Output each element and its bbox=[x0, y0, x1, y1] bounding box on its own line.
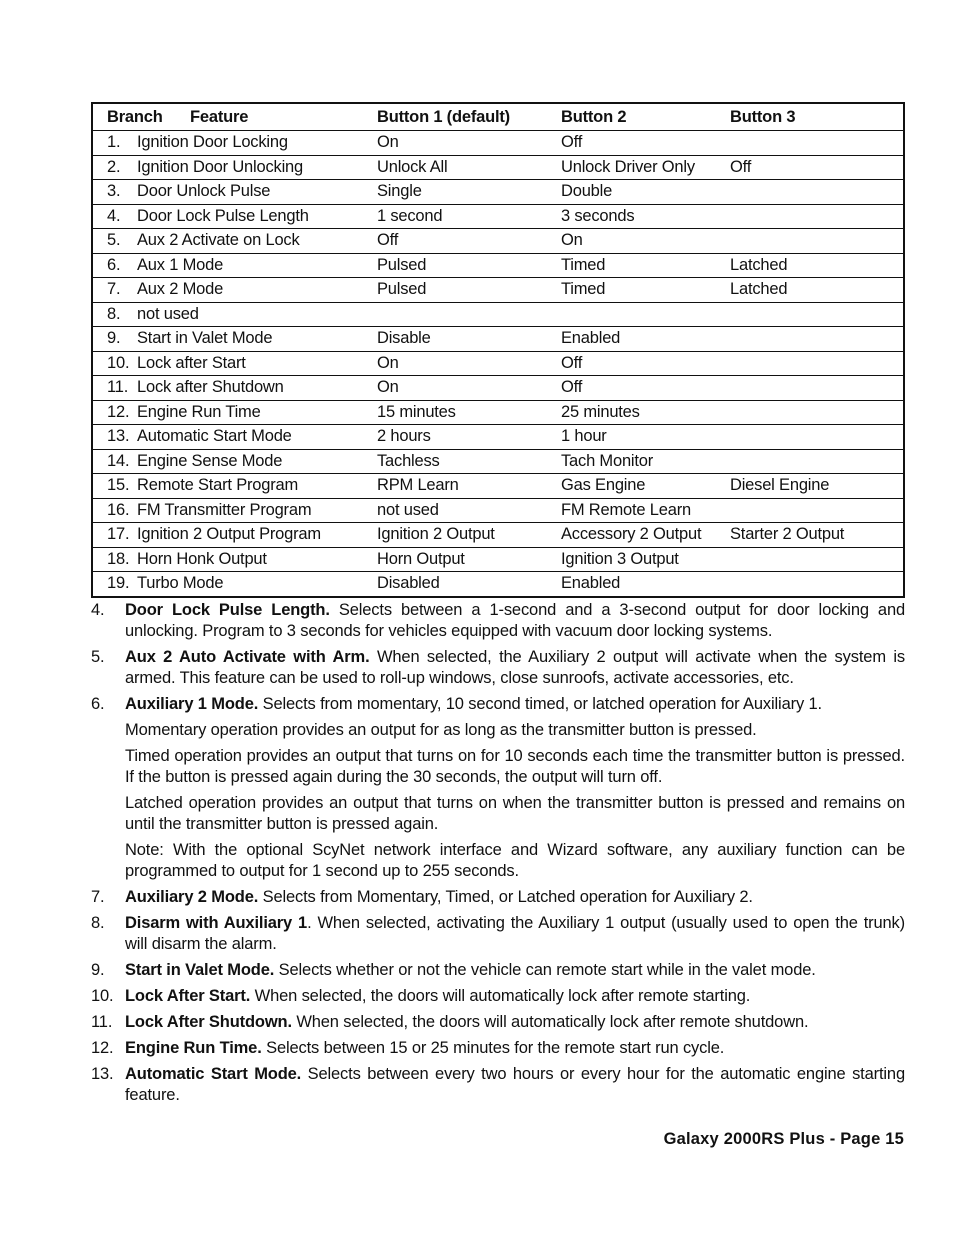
list-item bbox=[91, 647, 905, 689]
row-button-3: Diesel Engine bbox=[730, 476, 830, 494]
item-paragraph bbox=[125, 960, 905, 981]
table-row bbox=[93, 351, 903, 376]
table-row bbox=[93, 277, 903, 302]
row-button-1: Tachless bbox=[377, 451, 440, 470]
item-number: 10. bbox=[91, 987, 114, 1005]
row-button-3: Off bbox=[730, 157, 752, 176]
row-number: 10. bbox=[107, 353, 130, 372]
table-body bbox=[93, 130, 903, 596]
item-title: Start in Valet Mode. bbox=[125, 961, 275, 979]
row-button-3 bbox=[730, 229, 900, 253]
table-row bbox=[93, 253, 903, 278]
item-number: 5. bbox=[91, 648, 105, 666]
row-feature: Aux 2 Mode bbox=[137, 280, 224, 298]
row-feature: Lock after Start bbox=[137, 353, 246, 372]
list-item bbox=[91, 986, 905, 1007]
row-feature: Aux 1 Mode bbox=[137, 255, 224, 274]
item-text: Timed operation provides an output that turns on for 10 seconds each time the transmitter button is pressed. If the button is pressed again during the 30 seconds, the output will turn off. bbox=[125, 747, 905, 786]
row-number: 4. bbox=[107, 206, 121, 225]
table-row bbox=[93, 375, 903, 400]
row-button-3 bbox=[730, 548, 900, 572]
item-text: Latched operation provides an output that turns on when the transmitter button is pressed and remains on until the transmitter button is pressed again. bbox=[125, 794, 905, 833]
row-button-1 bbox=[377, 303, 561, 327]
item-text: Selects between 15 or 25 minutes for the remote start run cycle. bbox=[266, 1039, 725, 1057]
row-feature: Engine Run Time bbox=[137, 402, 261, 421]
feature-descriptions bbox=[91, 600, 905, 1111]
item-title: Auxiliary 1 Mode. bbox=[125, 695, 259, 713]
table-row bbox=[93, 204, 903, 229]
row-feature: Horn Honk Output bbox=[137, 549, 267, 568]
item-paragraph bbox=[125, 746, 905, 788]
table-row bbox=[93, 326, 903, 351]
item-body bbox=[125, 694, 905, 882]
item-text: Selects between a 1-second and a 3-second output for door locking and unlocking. Program to 3 seconds for vehicles equipped with vacuum door locking systems. bbox=[125, 601, 906, 640]
row-button-1: Unlock All bbox=[377, 157, 448, 176]
table-row bbox=[93, 571, 903, 596]
table-row bbox=[93, 155, 903, 180]
table-row bbox=[93, 473, 903, 498]
row-button-3 bbox=[730, 327, 900, 351]
item-body bbox=[125, 1064, 905, 1106]
item-body bbox=[125, 1012, 905, 1033]
row-button-1: 1 second bbox=[377, 206, 443, 225]
item-text: When selected, the doors will automatically lock after remote starting. bbox=[254, 987, 751, 1005]
item-number: 4. bbox=[91, 601, 105, 619]
list-item bbox=[91, 1038, 905, 1059]
item-paragraph bbox=[125, 913, 905, 955]
table-header-row bbox=[93, 104, 903, 130]
item-paragraph bbox=[125, 694, 905, 715]
item-paragraph bbox=[125, 1012, 905, 1033]
row-button-1: Off bbox=[377, 231, 399, 249]
header-button-1: Button 1 (default) bbox=[377, 108, 510, 126]
row-button-2: Unlock Driver Only bbox=[561, 157, 695, 176]
row-button-1: not used bbox=[377, 500, 439, 519]
table-row bbox=[93, 424, 903, 449]
row-button-3 bbox=[730, 401, 900, 425]
row-button-3 bbox=[730, 572, 900, 596]
item-paragraph bbox=[125, 1038, 905, 1059]
table-row bbox=[93, 449, 903, 474]
item-title: Aux 2 Auto Activate with Arm. bbox=[125, 648, 370, 666]
table-row bbox=[93, 130, 903, 155]
row-feature: Lock after Shutdown bbox=[137, 378, 284, 396]
table-row bbox=[93, 522, 903, 547]
table-row bbox=[93, 498, 903, 523]
item-title: Automatic Start Mode. bbox=[125, 1065, 302, 1083]
row-button-1: 2 hours bbox=[377, 427, 431, 445]
row-button-1: Disabled bbox=[377, 574, 440, 592]
item-text: When selected, the Auxiliary 2 output will activate when the system is armed. This feature can be used to roll-up windows, close sunroofs, activate accessories, etc. bbox=[125, 648, 905, 687]
row-button-1: Horn Output bbox=[377, 549, 465, 568]
item-body bbox=[125, 887, 905, 908]
item-number: 7. bbox=[91, 888, 105, 906]
row-button-3: Starter 2 Output bbox=[730, 525, 845, 543]
item-paragraph bbox=[125, 720, 905, 741]
row-number: 6. bbox=[107, 255, 121, 274]
row-button-3 bbox=[730, 499, 900, 523]
feature-table bbox=[91, 102, 905, 598]
row-button-3: Latched bbox=[730, 255, 788, 274]
row-feature: Door Unlock Pulse bbox=[137, 182, 271, 200]
row-button-2: 25 minutes bbox=[561, 402, 640, 421]
row-button-2: Off bbox=[561, 378, 583, 396]
row-number: 16. bbox=[107, 500, 130, 519]
item-number: 11. bbox=[91, 1013, 113, 1031]
item-number: 6. bbox=[91, 695, 105, 713]
item-paragraph bbox=[125, 887, 905, 908]
item-text: Momentary operation provides an output for as long as the transmitter button is pressed. bbox=[125, 721, 757, 739]
list-item bbox=[91, 1012, 905, 1033]
table-row bbox=[93, 547, 903, 572]
item-text: Selects from Momentary, Timed, or Latched operation for Auxiliary 2. bbox=[262, 888, 753, 906]
row-button-2: Gas Engine bbox=[561, 476, 646, 494]
row-feature: Start in Valet Mode bbox=[137, 329, 273, 347]
item-number: 8. bbox=[91, 914, 105, 932]
row-button-1: On bbox=[377, 133, 399, 151]
list-item bbox=[91, 887, 905, 908]
row-button-3 bbox=[730, 450, 900, 474]
table-row bbox=[93, 302, 903, 327]
list-item bbox=[91, 913, 905, 955]
row-button-3 bbox=[730, 376, 900, 400]
row-button-1: On bbox=[377, 378, 399, 396]
row-feature: Ignition Door Unlocking bbox=[137, 157, 303, 176]
item-title: Lock After Shutdown. bbox=[125, 1013, 292, 1031]
row-feature: FM Transmitter Program bbox=[137, 500, 312, 519]
row-feature: Ignition Door Locking bbox=[137, 133, 288, 151]
row-button-2: Off bbox=[561, 133, 583, 151]
row-button-2: Enabled bbox=[561, 329, 621, 347]
row-number: 18. bbox=[107, 549, 130, 568]
row-number: 19. bbox=[107, 574, 130, 592]
list-item bbox=[91, 1064, 905, 1106]
item-title: Engine Run Time. bbox=[125, 1039, 262, 1057]
item-body bbox=[125, 986, 905, 1007]
row-button-3 bbox=[730, 205, 900, 229]
list-item bbox=[91, 960, 905, 981]
row-number: 14. bbox=[107, 451, 130, 470]
item-body bbox=[125, 600, 905, 642]
row-button-1: Ignition 2 Output bbox=[377, 525, 495, 543]
row-button-3: Latched bbox=[730, 280, 788, 298]
row-button-1: On bbox=[377, 353, 399, 372]
row-button-2: Ignition 3 Output bbox=[561, 549, 679, 568]
row-number: 12. bbox=[107, 402, 130, 421]
header-button-2: Button 2 bbox=[561, 108, 627, 126]
table-row bbox=[93, 228, 903, 253]
item-paragraph bbox=[125, 793, 905, 835]
row-number: 8. bbox=[107, 304, 121, 323]
item-title: Lock After Start. bbox=[125, 987, 251, 1005]
row-number: 17. bbox=[107, 525, 130, 543]
row-feature: Automatic Start Mode bbox=[137, 427, 292, 445]
item-title: Auxiliary 2 Mode. bbox=[125, 888, 259, 906]
row-number: 11. bbox=[107, 378, 129, 396]
list-item bbox=[91, 694, 905, 882]
item-title: Door Lock Pulse Length. bbox=[125, 601, 330, 619]
row-button-2: Timed bbox=[561, 255, 606, 274]
item-text: Selects whether or not the vehicle can remote start while in the valet mode. bbox=[278, 961, 816, 979]
row-button-2: Enabled bbox=[561, 574, 621, 592]
row-feature: Turbo Mode bbox=[137, 574, 224, 592]
item-body bbox=[125, 1038, 905, 1059]
item-text: Note: With the optional ScyNet network interface and Wizard software, any auxiliary function can be programmed to output for 1 second up to 255 seconds. bbox=[125, 841, 905, 880]
row-number: 2. bbox=[107, 157, 121, 176]
row-button-2: Accessory 2 Output bbox=[561, 525, 702, 543]
row-button-1: Pulsed bbox=[377, 255, 427, 274]
row-button-3 bbox=[730, 352, 900, 376]
item-paragraph bbox=[125, 1064, 905, 1106]
row-button-3 bbox=[730, 180, 900, 204]
row-feature: Remote Start Program bbox=[137, 476, 299, 494]
row-number: 9. bbox=[107, 329, 121, 347]
item-text: . When selected, activating the Auxiliary 1 output (usually used to open the trunk) will disarm the alarm. bbox=[125, 914, 905, 953]
header-feature: Feature bbox=[190, 108, 249, 126]
item-text: Selects between every two hours or every hour for the automatic engine starting feature. bbox=[125, 1065, 905, 1104]
row-number: 13. bbox=[107, 427, 130, 445]
item-number: 12. bbox=[91, 1039, 114, 1057]
row-button-1: RPM Learn bbox=[377, 476, 459, 494]
row-button-2: Tach Monitor bbox=[561, 451, 654, 470]
table-row bbox=[93, 179, 903, 204]
row-feature: Ignition 2 Output Program bbox=[137, 525, 321, 543]
row-feature: Aux 2 Activate on Lock bbox=[137, 231, 300, 249]
item-body bbox=[125, 647, 905, 689]
item-paragraph bbox=[125, 647, 905, 689]
row-button-2: 3 seconds bbox=[561, 206, 635, 225]
item-paragraph bbox=[125, 600, 905, 642]
row-number: 3. bbox=[107, 182, 121, 200]
item-text: Selects from momentary, 10 second timed, or latched operation for Auxiliary 1. bbox=[262, 695, 822, 713]
item-paragraph bbox=[125, 986, 905, 1007]
row-feature: not used bbox=[137, 304, 199, 323]
row-button-2: Timed bbox=[561, 280, 606, 298]
row-button-3 bbox=[730, 425, 900, 449]
row-button-2: FM Remote Learn bbox=[561, 500, 691, 519]
row-number: 1. bbox=[107, 133, 121, 151]
row-button-1: Pulsed bbox=[377, 280, 427, 298]
item-title: Disarm with Auxiliary 1 bbox=[125, 914, 308, 932]
item-number: 13. bbox=[91, 1065, 114, 1083]
item-text: When selected, the doors will automatically lock after remote shutdown. bbox=[296, 1013, 809, 1031]
row-feature: Engine Sense Mode bbox=[137, 451, 283, 470]
item-body bbox=[125, 913, 905, 955]
row-button-2: 1 hour bbox=[561, 427, 607, 445]
row-button-1: Disable bbox=[377, 329, 431, 347]
row-button-1: 15 minutes bbox=[377, 402, 456, 421]
row-button-1: Single bbox=[377, 182, 422, 200]
row-feature: Door Lock Pulse Length bbox=[137, 206, 309, 225]
header-branch: Branch bbox=[107, 108, 163, 126]
row-button-2 bbox=[561, 303, 730, 327]
row-button-3 bbox=[730, 131, 900, 155]
row-button-3 bbox=[730, 303, 900, 327]
header-button-3: Button 3 bbox=[730, 108, 796, 126]
row-button-2: Off bbox=[561, 353, 583, 372]
row-number: 7. bbox=[107, 280, 121, 298]
page-footer: Galaxy 2000RS Plus - Page 15 bbox=[663, 1130, 904, 1148]
item-paragraph bbox=[125, 840, 905, 882]
list-item bbox=[91, 600, 905, 642]
item-number: 9. bbox=[91, 961, 105, 979]
table-row bbox=[93, 400, 903, 425]
row-button-2: Double bbox=[561, 182, 613, 200]
row-number: 15. bbox=[107, 476, 130, 494]
item-body bbox=[125, 960, 905, 981]
row-button-2: On bbox=[561, 231, 583, 249]
row-number: 5. bbox=[107, 231, 121, 249]
